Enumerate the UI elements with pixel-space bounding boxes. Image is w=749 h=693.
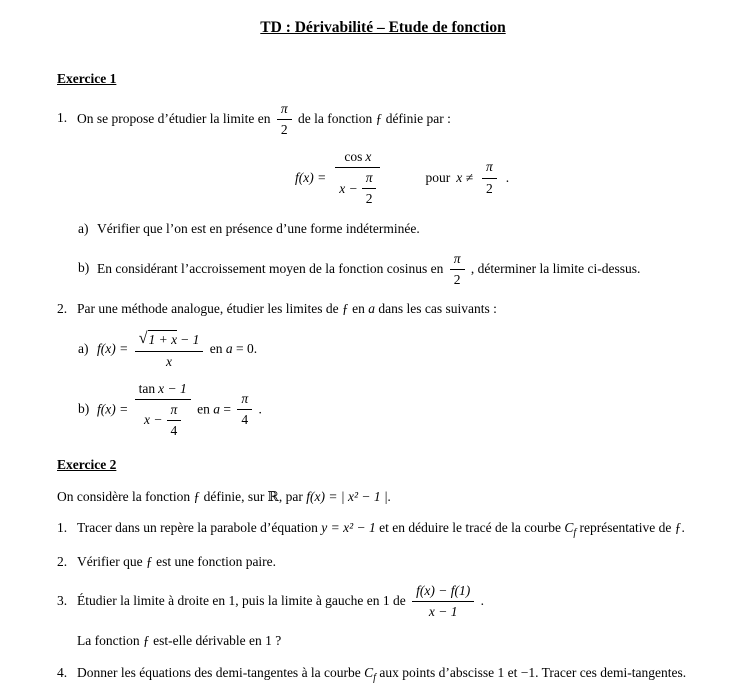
question-text: On se propose d’étudier la limite en [77, 110, 271, 126]
question-text: aux points d’abscisse 1 et −1. Tracer ces demi-tangentes. [379, 664, 687, 680]
intro-formula: f(x) = | x² − 1 |. [306, 488, 392, 504]
pi-over-2-fraction [277, 101, 292, 138]
ex1-question-1a [78, 219, 709, 239]
formula-lhs: f(x) = [295, 170, 327, 186]
ex2-question-3-followup: La fonction ƒ est-elle dérivable en 1 ? [77, 633, 282, 649]
exercise1-heading: Exercice 1 [57, 71, 117, 87]
equals-sign: = [223, 401, 231, 417]
page-title: TD : Dérivabilité – Etude de fonction [260, 19, 506, 36]
variable-a: a [225, 341, 233, 357]
fraction-numerator: π [237, 391, 252, 410]
difference-quotient-fraction [412, 583, 474, 620]
fraction-denominator: 2 [365, 191, 373, 207]
period: . [480, 592, 484, 608]
period: . [505, 170, 510, 186]
fraction-numerator: π [277, 101, 292, 120]
curve-subscript: f [373, 672, 376, 684]
sub-label: b) [78, 260, 90, 276]
ex2-question-4 [57, 663, 709, 686]
fraction-denominator: x [165, 353, 172, 369]
question-text: Donner les équations des demi-tangentes à la courbe [77, 664, 361, 680]
numerator-rest: − 1 [180, 332, 200, 348]
curve-symbol [364, 664, 376, 684]
intro-text: On considère la fonction ƒ définie, sur ℝ, par [57, 488, 303, 504]
value: = 0. [235, 341, 258, 357]
question-text: Par une méthode analogue, étudier les limites de ƒ en [77, 301, 365, 317]
formula-lhs: f(x) = [97, 341, 129, 357]
parabola-equation: y = x² − 1 [321, 519, 376, 535]
question-number: 4. [57, 664, 68, 680]
pi-over-2-fraction [482, 159, 497, 196]
sub-label: b) [78, 401, 90, 417]
ex2-question-1 [57, 518, 709, 541]
question-text: de la fonction ƒ définie par : [297, 110, 451, 126]
question-text: Étudier la limite à droite en 1, puis la limite à gauche en 1 de [77, 592, 406, 608]
curve-subscript: f [573, 527, 577, 539]
question-number: 2. [57, 553, 68, 569]
question-text: , déterminer la limite ci-dessus. [470, 260, 641, 276]
fraction-denominator: 4 [170, 423, 178, 439]
ex1-question-2b [78, 381, 709, 440]
variable-a: a [368, 301, 376, 317]
tan-function: tan [138, 380, 156, 396]
pi-over-4-fraction [237, 391, 252, 428]
radical-sign: √ [138, 329, 148, 348]
display-formula [295, 149, 709, 208]
pi-over-4-fraction [167, 402, 182, 439]
curve-letter: C [364, 664, 374, 680]
condition-word: pour [425, 170, 451, 186]
fraction-denominator: 2 [280, 121, 288, 137]
question-text: Vérifier que ƒ est une fonction paire. [77, 553, 277, 569]
text-en: en [197, 401, 210, 417]
ex1-question-1 [57, 101, 709, 138]
condition-inequality: x ≠ [456, 170, 473, 186]
radicand: 1 + x [148, 332, 178, 348]
fraction-denominator: 4 [241, 412, 249, 428]
pi-over-2-fraction [450, 251, 465, 288]
ex2-question-2 [57, 552, 709, 572]
tan-fraction [135, 381, 191, 440]
denominator-prefix: x − [339, 180, 358, 196]
formula-lhs: f(x) = [97, 401, 129, 417]
sqrt-fraction [135, 330, 204, 369]
fraction-numerator: π [362, 170, 377, 189]
variable-a: a [213, 401, 220, 417]
fraction-numerator: π [482, 159, 497, 178]
fraction-denominator: 2 [453, 271, 461, 287]
question-number: 2. [57, 301, 68, 317]
question-text: et en déduire le tracé de la courbe [379, 519, 561, 535]
ex1-question-2 [57, 299, 709, 319]
fraction-denominator [335, 168, 380, 207]
curve-symbol [564, 519, 577, 539]
question-text: représentative de ƒ. [579, 519, 685, 535]
fraction-denominator [135, 400, 191, 439]
variable-x: x [365, 148, 372, 164]
question-number: 1. [57, 519, 68, 535]
text-en: en [209, 341, 223, 357]
period: . [258, 401, 262, 417]
question-text: Vérifier que l’on est en présence d’une forme indéterminée. [97, 221, 420, 237]
ex2-intro [57, 487, 709, 507]
fraction-denominator: x − 1 [428, 604, 458, 620]
denominator-prefix: x − [144, 412, 163, 428]
question-text: En considérant l’accroissement moyen de la fonction cosinus en [97, 260, 444, 276]
main-fraction [335, 149, 380, 208]
question-number: 3. [57, 592, 68, 608]
fraction-numerator: π [167, 402, 182, 421]
fraction-numerator: π [450, 251, 465, 270]
fraction-numerator [335, 149, 380, 168]
sub-label: a) [78, 341, 89, 357]
formula-condition [425, 159, 509, 196]
sub-label: a) [78, 221, 89, 237]
ex1-question-1b [78, 251, 709, 288]
question-number: 1. [57, 110, 68, 126]
formula-main [295, 149, 383, 208]
fraction-numerator [135, 381, 191, 400]
fraction-denominator: 2 [486, 180, 493, 196]
numerator-rest: x − 1 [158, 380, 187, 396]
fraction-numerator [135, 330, 204, 351]
cos-function: cos [344, 148, 363, 164]
ex1-question-2a [78, 330, 709, 369]
question-text: dans les cas suivants : [378, 301, 497, 317]
question-text: Tracer dans un repère la parabole d’équation [77, 519, 318, 535]
exercise2-heading: Exercice 2 [57, 457, 117, 473]
ex2-question-3 [57, 583, 709, 620]
curve-letter: C [564, 519, 574, 535]
fraction-numerator: f(x) − f(1) [412, 583, 474, 602]
pi-over-2-fraction [362, 170, 377, 207]
